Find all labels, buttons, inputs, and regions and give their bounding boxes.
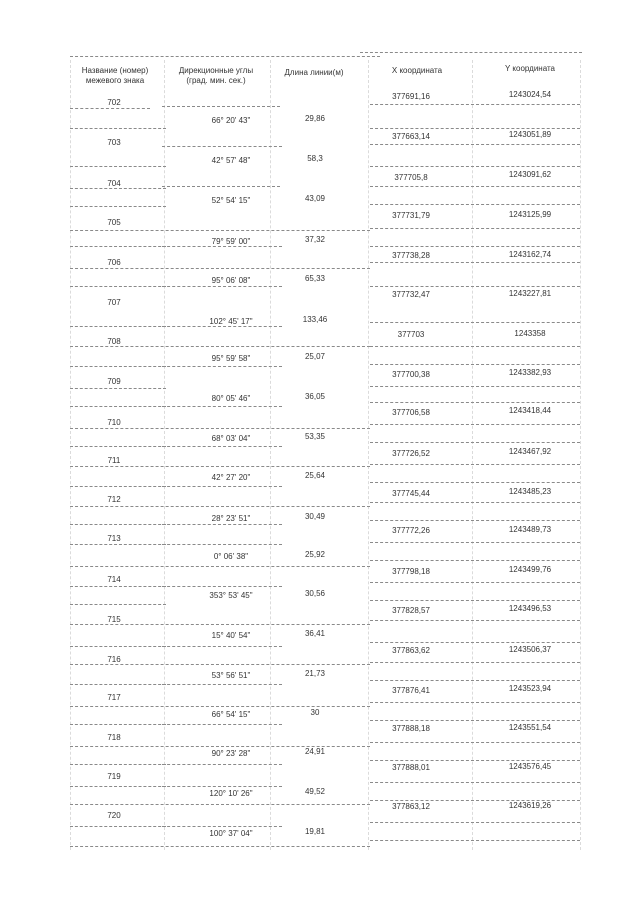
x-coordinate: 377732,47 [392,290,430,299]
grid-line [370,662,580,663]
line-length: 133,46 [302,315,328,324]
direction-angle: 95° 06' 08" [211,276,251,285]
grid-line [70,786,166,787]
direction-angle: 353° 53' 45" [209,591,253,600]
grid-line [70,566,370,567]
grid-line [162,826,282,827]
grid-line [70,724,166,725]
y-coordinate: 1243523,94 [508,684,552,693]
grid-line [370,742,580,743]
y-coordinate: 1243091,62 [508,170,552,179]
x-coordinate: 377772,26 [392,526,430,535]
grid-line [370,104,580,105]
grid-line [70,406,166,407]
grid-column-line [164,60,165,850]
grid-line [370,840,580,841]
grid-line [70,56,380,57]
grid-line [370,702,580,703]
grid-line [162,586,282,587]
grid-line [370,144,580,145]
grid-line [70,428,370,429]
grid-line [370,402,580,403]
header-x: X координата [391,66,443,75]
grid-line [162,724,282,725]
grid-line [162,646,282,647]
grid-line [370,286,580,287]
grid-line [370,322,580,323]
grid-line [162,366,282,367]
y-coordinate: 1243576,45 [508,762,552,771]
grid-line [370,262,580,263]
boundary-mark-name: 707 [107,298,121,307]
grid-line [70,764,166,765]
direction-angle: 102° 45' 17" [209,317,253,326]
grid-line [370,346,580,347]
line-length: 25,92 [304,550,326,559]
grid-line [70,586,166,587]
header-angle: Дирекционные углы (град. мин. сек.) [178,66,254,85]
grid-line [370,680,580,681]
grid-line [70,246,166,247]
grid-line [370,364,580,365]
boundary-mark-name: 705 [107,218,121,227]
boundary-mark-name: 713 [107,534,121,543]
x-coordinate: 377738,28 [392,251,430,260]
grid-line [370,464,580,465]
header-length: Длина линии(м) [284,68,344,77]
grid-line [370,560,580,561]
grid-line [162,524,282,525]
line-length: 25,64 [304,471,326,480]
boundary-mark-name: 720 [107,811,121,820]
x-coordinate: 377888,01 [392,763,430,772]
grid-line [360,52,582,53]
grid-line [370,642,580,643]
line-length: 24,91 [304,747,326,756]
grid-line [370,782,580,783]
grid-line [370,166,580,167]
grid-line [70,846,370,847]
grid-line [70,486,166,487]
y-coordinate: 1243358 [514,329,546,338]
direction-angle: 66° 54' 15" [211,710,251,719]
y-coordinate: 1243051,89 [508,130,552,139]
direction-angle: 0° 06' 38" [213,552,249,561]
boundary-mark-name: 706 [107,258,121,267]
direction-angle: 52° 54' 15" [211,196,251,205]
grid-line [70,604,166,605]
grid-line [70,646,166,647]
grid-line [370,204,580,205]
line-length: 30,49 [304,512,326,521]
x-coordinate: 377726,52 [392,449,430,458]
grid-line [370,822,580,823]
grid-line [162,286,282,287]
grid-line [70,804,370,805]
x-coordinate: 377731,79 [392,211,430,220]
direction-angle: 53° 56' 51" [211,671,251,680]
direction-angle: 100° 37' 04" [209,829,253,838]
grid-line [370,760,580,761]
grid-line [70,706,370,707]
direction-angle: 42° 27' 20" [211,473,251,482]
x-coordinate: 377863,12 [392,802,430,811]
grid-line [70,230,370,231]
grid-line [70,826,166,827]
boundary-mark-name: 718 [107,733,121,742]
x-coordinate: 377876,41 [392,686,430,695]
direction-angle: 79° 59' 00" [211,237,251,246]
x-coordinate: 377691,16 [392,92,430,101]
grid-line [370,600,580,601]
grid-line [162,146,282,147]
y-coordinate: 1243551,54 [508,723,552,732]
grid-line [70,544,166,545]
line-length: 29,86 [304,114,326,123]
line-length: 37,32 [304,235,326,244]
boundary-mark-name: 714 [107,575,121,584]
grid-line [162,106,280,107]
x-coordinate: 377863,62 [392,646,430,655]
grid-line [370,128,580,129]
grid-line [70,326,166,327]
boundary-mark-name: 712 [107,495,121,504]
grid-line [370,246,580,247]
grid-line [370,424,580,425]
x-coordinate: 377798,18 [392,567,430,576]
direction-angle: 95° 59' 58" [211,354,251,363]
line-length: 36,05 [304,392,326,401]
y-coordinate: 1243499,76 [508,565,552,574]
grid-line [70,446,166,447]
y-coordinate: 1243024,54 [508,90,552,99]
grid-line [70,128,166,129]
direction-angle: 120° 10' 26" [209,789,253,798]
grid-line [70,506,370,507]
grid-line [70,108,150,109]
x-coordinate: 377706,58 [392,408,430,417]
y-coordinate: 1243496,53 [508,604,552,613]
grid-line [370,482,580,483]
boundary-mark-name: 715 [107,615,121,624]
direction-angle: 90° 23' 28" [211,749,251,758]
boundary-mark-name: 719 [107,772,121,781]
grid-line [70,524,166,525]
grid-line [70,684,166,685]
header-mark: Название (номер) межевого знака [81,66,149,85]
grid-line [70,166,166,167]
grid-line [70,286,166,287]
grid-line [70,268,370,269]
line-length: 21,73 [304,669,326,678]
grid-column-line [70,60,71,850]
line-length: 25,07 [304,352,326,361]
grid-line [70,388,166,389]
boundary-mark-name: 711 [107,456,121,465]
y-coordinate: 1243418,44 [508,406,552,415]
grid-line [70,366,166,367]
grid-line [370,386,580,387]
line-length: 49,52 [304,787,326,796]
grid-line [162,764,282,765]
grid-line [370,620,580,621]
grid-line [162,786,282,787]
grid-line [370,582,580,583]
grid-line [162,186,280,187]
y-coordinate: 1243489,73 [508,525,552,534]
boundary-mark-name: 704 [107,179,121,188]
grid-line [162,544,282,545]
y-coordinate: 1243467,92 [508,447,552,456]
x-coordinate: 377703 [397,330,425,339]
direction-angle: 28° 23' 51" [211,514,251,523]
grid-line [370,520,580,521]
line-length: 58,3 [307,154,323,163]
boundary-mark-name: 717 [107,693,121,702]
grid-line [70,466,370,467]
grid-line [162,486,282,487]
line-length: 30 [310,708,320,717]
grid-column-line [580,60,581,850]
x-coordinate: 377828,57 [392,606,430,615]
grid-line [370,186,580,187]
boundary-mark-name: 716 [107,655,121,664]
y-coordinate: 1243619,26 [508,801,552,810]
grid-line [370,542,580,543]
header-y: Y координата [504,64,556,73]
direction-angle: 66° 20' 43" [211,116,251,125]
boundary-mark-name: 703 [107,138,121,147]
boundary-mark-name: 709 [107,377,121,386]
y-coordinate: 1243382,93 [508,368,552,377]
direction-angle: 68° 03' 04" [211,434,251,443]
boundary-mark-name: 702 [107,98,121,107]
direction-angle: 15° 40' 54" [211,631,251,640]
grid-line [370,442,580,443]
grid-line [370,720,580,721]
x-coordinate: 377745,44 [392,489,430,498]
line-length: 43,09 [304,194,326,203]
x-coordinate: 377888,18 [392,724,430,733]
y-coordinate: 1243485,23 [508,487,552,496]
direction-angle: 42° 57' 48" [211,156,251,165]
grid-line [70,206,166,207]
y-coordinate: 1243162,74 [508,250,552,259]
grid-line [370,502,580,503]
grid-column-line [270,60,271,850]
grid-column-line [472,60,473,850]
line-length: 65,33 [304,274,326,283]
boundary-mark-name: 710 [107,418,121,427]
line-length: 30,56 [304,589,326,598]
grid-line [370,228,580,229]
x-coordinate: 377700,38 [392,370,430,379]
grid-line [162,446,282,447]
boundary-mark-name: 708 [107,337,121,346]
y-coordinate: 1243506,37 [508,645,552,654]
y-coordinate: 1243125,99 [508,210,552,219]
grid-line [162,684,282,685]
line-length: 19,81 [304,827,326,836]
line-length: 36,41 [304,629,326,638]
x-coordinate: 377663,14 [392,132,430,141]
grid-line [162,406,282,407]
x-coordinate: 377705,8 [394,173,428,182]
line-length: 53,35 [304,432,326,441]
direction-angle: 80° 05' 46" [211,394,251,403]
y-coordinate: 1243227,81 [508,289,552,298]
